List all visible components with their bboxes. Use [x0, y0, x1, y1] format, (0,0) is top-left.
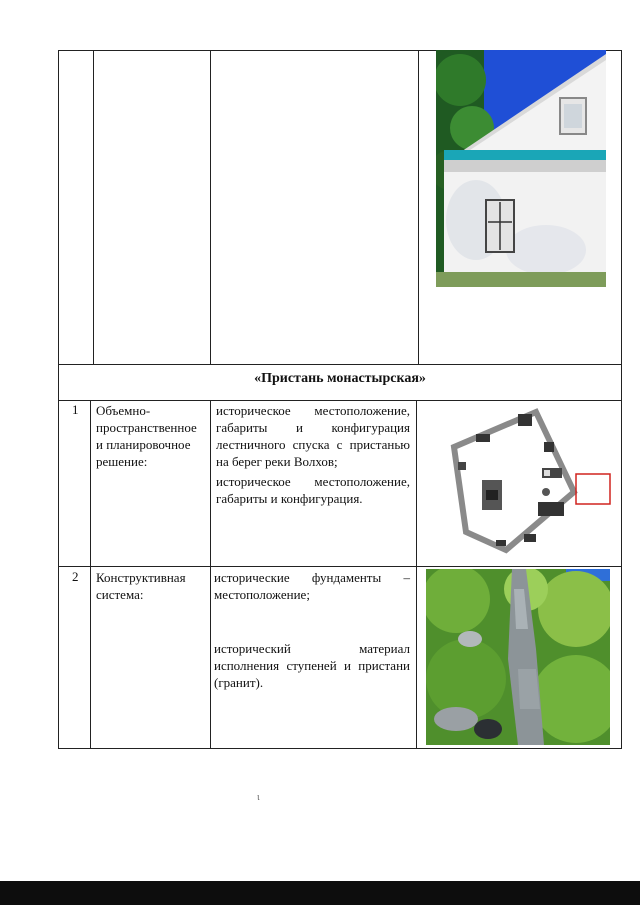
column-divider — [93, 50, 94, 364]
row-label — [96, 569, 208, 603]
stray-scan-mark: ι — [257, 792, 260, 803]
column-divider — [90, 400, 91, 749]
row-label-line: пространственное — [96, 420, 197, 435]
table-bottom-border — [58, 748, 622, 749]
row-number: 1 — [72, 402, 79, 417]
row-label-line: система: — [96, 587, 144, 602]
row-number: 2 — [72, 569, 79, 584]
requirement-text: историческое местоположение, габариты и конфигурация. — [216, 474, 410, 506]
section-title: «Пристань монастырская» — [254, 371, 426, 386]
granite-steps-photo — [426, 569, 610, 745]
table-row-divider — [58, 400, 622, 401]
table-right-border — [621, 50, 622, 749]
row-label-line: Объемно- — [96, 403, 151, 418]
row-label-line: и планировочное — [96, 437, 191, 452]
requirement-text: историческое местоположение, габариты и конфигурация лестничного спуска с пристанью на берег реки Волхов; — [216, 403, 410, 469]
row-label-line: решение: — [96, 454, 148, 469]
table-left-border — [58, 50, 59, 749]
column-divider — [418, 50, 419, 364]
scan-edge-bar — [0, 881, 640, 905]
requirement-text: исторические фундаменты – местоположение; — [214, 570, 410, 602]
column-divider — [416, 400, 417, 749]
row-label — [96, 402, 208, 470]
column-divider — [210, 400, 211, 749]
requirement-text: исторический материал исполнения ступеней и пристани (гранит). — [214, 641, 410, 690]
site-plan-drawing — [436, 402, 616, 562]
column-divider — [210, 50, 211, 364]
table-section-divider — [58, 364, 622, 365]
row-label-line: Конструктивная — [96, 570, 186, 585]
building-facade-photo — [436, 50, 606, 287]
table-row-divider — [58, 566, 622, 567]
